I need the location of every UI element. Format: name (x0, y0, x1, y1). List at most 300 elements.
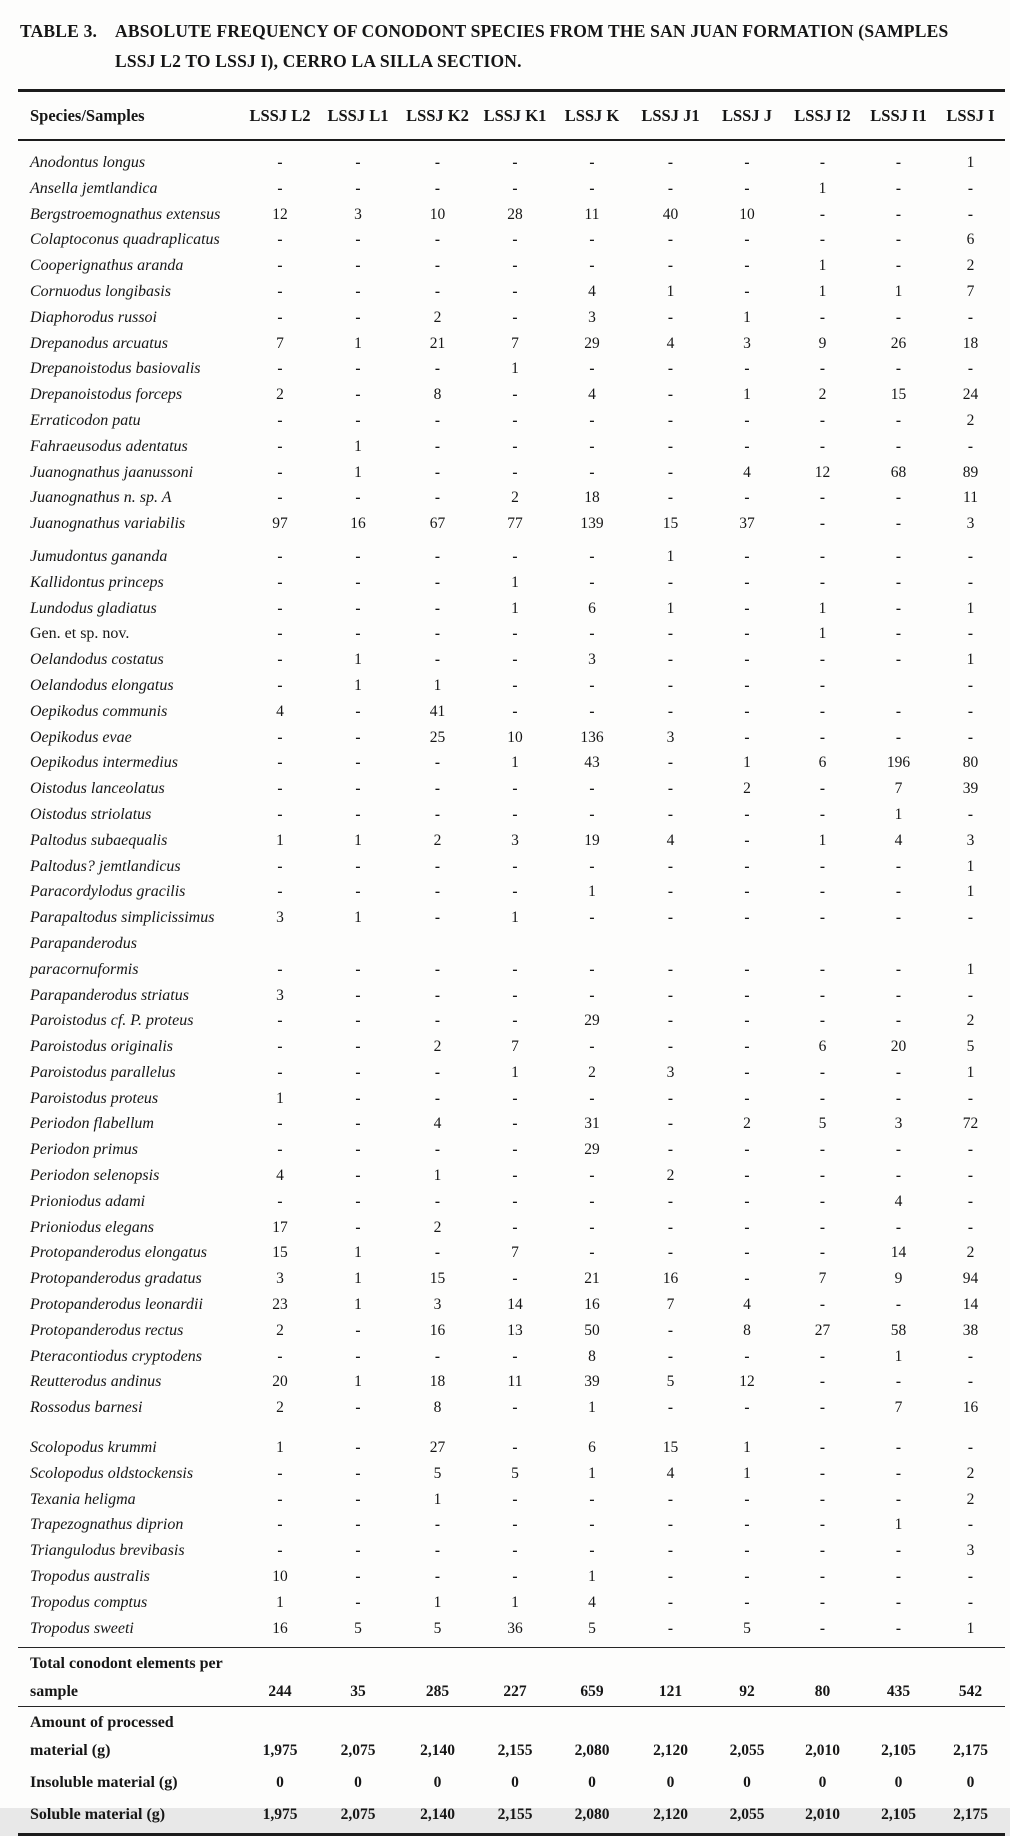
count-cell: 2 (511, 489, 519, 507)
count-cell: 10 (429, 205, 446, 223)
summary-value-cell: 0 (894, 1774, 903, 1792)
count-cell: 29 (584, 334, 600, 352)
count-cell: 2 (276, 386, 284, 404)
count-cell: 7 (511, 1038, 519, 1056)
species-name: Juanognathus jaanussoni (30, 463, 194, 481)
count-cell: 4 (666, 1464, 675, 1482)
count-cell: - (277, 573, 283, 591)
summary-value-cell: 227 (477, 1648, 553, 1707)
count-cell: - (277, 1012, 283, 1030)
count-cell: - (967, 360, 974, 378)
count-cell: - (967, 308, 974, 326)
count-cell: - (355, 1089, 361, 1107)
species-name: Drepanoistodus basiovalis (30, 360, 201, 378)
species-name: Periodon selenopsis (30, 1167, 160, 1185)
count-cell: 15 (890, 386, 907, 404)
count-cell: 4 (666, 334, 675, 352)
count-cell: - (589, 257, 595, 275)
count-cell: - (744, 1038, 750, 1056)
species-name: Parapaltodus simplicissimus (30, 909, 215, 927)
species-row (18, 1163, 1005, 1189)
count-cell: - (355, 754, 361, 772)
count-cell: 1 (588, 883, 596, 901)
count-cell: - (744, 1399, 750, 1417)
count-cell: - (667, 360, 674, 378)
count-cell: 3 (588, 308, 596, 326)
header-sample-lssj-k: LSSJ K (553, 91, 631, 141)
count-cell: - (512, 154, 518, 171)
count-cell: - (277, 754, 283, 772)
count-cell: - (744, 1218, 750, 1236)
summary-row (18, 1707, 1005, 1766)
count-cell: - (967, 1439, 974, 1457)
summary-value-cell: 1,975 (242, 1707, 318, 1766)
count-cell: 50 (584, 1321, 600, 1339)
count-cell: - (355, 411, 361, 429)
count-cell: - (895, 1593, 902, 1611)
count-cell: - (277, 1464, 283, 1482)
species-name: Fahraeusodus adentatus (30, 437, 188, 455)
count-cell: 136 (580, 728, 604, 746)
count-cell: - (667, 257, 674, 275)
count-cell: - (512, 986, 518, 1004)
count-cell: 1 (894, 282, 903, 300)
count-cell: - (589, 179, 595, 197)
count-cell: - (744, 1063, 750, 1081)
count-cell: - (434, 1192, 441, 1210)
count-cell: - (895, 986, 902, 1004)
species-name: Paroistodus cf. P. proteus (30, 1012, 194, 1030)
count-cell: 21 (584, 1270, 600, 1288)
species-row (18, 699, 1005, 725)
species-name: Reutterodus andinus (30, 1373, 162, 1391)
species-name: Oelandodus costatus (30, 651, 164, 669)
summary-value-cell: 2,105 (881, 1806, 916, 1824)
count-cell: 1 (354, 1270, 362, 1288)
count-cell: - (277, 547, 283, 565)
count-cell: - (512, 1218, 518, 1236)
count-cell: - (895, 360, 902, 378)
species-name: Cooperignathus aranda (30, 257, 184, 275)
count-cell: - (967, 1192, 974, 1210)
count-cell: 1 (354, 909, 362, 927)
species-name-line: paracornuformis (30, 960, 139, 978)
count-cell: - (744, 1089, 750, 1107)
species-name: Gen. et sp. nov. (30, 625, 130, 643)
count-cell: - (589, 231, 595, 249)
summary-value-cell: 2,175 (936, 1707, 1005, 1766)
count-cell: - (819, 1167, 826, 1185)
count-cell: 1 (588, 1464, 596, 1482)
count-cell: 80 (962, 754, 979, 772)
summary-value-cell: 285 (398, 1648, 477, 1707)
species-name: Periodon flabellum (30, 1115, 154, 1133)
count-cell: - (744, 1516, 750, 1534)
table-caption (20, 16, 996, 76)
summary-row (18, 1765, 1005, 1797)
count-cell: 67 (429, 515, 446, 533)
count-cell: - (667, 909, 674, 927)
count-cell: 14 (962, 1296, 979, 1314)
count-cell: 1 (354, 437, 362, 455)
count-cell: - (744, 728, 750, 746)
count-cell: - (819, 1373, 826, 1391)
count-cell: - (819, 1012, 826, 1030)
count-cell: - (434, 411, 441, 429)
species-row (18, 673, 1005, 699)
count-cell: - (434, 231, 441, 249)
species-row (18, 279, 1005, 305)
count-cell: - (967, 437, 974, 455)
summary-value-cell: 0 (588, 1774, 596, 1792)
count-cell: - (819, 205, 826, 223)
count-cell: - (277, 1141, 283, 1159)
count-cell: - (744, 702, 750, 720)
count-cell: - (819, 411, 826, 429)
count-cell: - (277, 651, 283, 669)
species-row (18, 776, 1005, 802)
count-cell: - (895, 1568, 902, 1586)
count-cell: - (895, 960, 902, 978)
count-cell: 3 (666, 1063, 675, 1081)
species-row (18, 879, 1005, 905)
count-cell: - (589, 960, 595, 978)
species-rows (18, 140, 1005, 1648)
count-cell: 196 (886, 754, 911, 772)
summary-value-cell: 2,075 (340, 1806, 376, 1824)
count-cell: - (355, 1593, 361, 1611)
count-cell: - (819, 960, 826, 978)
count-cell: 6 (818, 754, 827, 772)
species-row (18, 1461, 1005, 1487)
count-cell: - (819, 231, 826, 249)
count-cell: 2 (743, 780, 751, 798)
count-cell: 1 (743, 754, 751, 772)
count-cell: 1 (511, 1593, 519, 1611)
species-name: Paroistodus proteus (30, 1089, 159, 1107)
count-cell: - (434, 986, 441, 1004)
count-cell: 2 (276, 1399, 284, 1417)
count-cell: - (967, 205, 974, 223)
count-cell: 1 (433, 1593, 442, 1611)
count-cell: - (512, 282, 518, 300)
count-cell: - (744, 437, 750, 455)
count-cell: 8 (433, 1399, 442, 1417)
count-cell: - (667, 1218, 674, 1236)
count-cell: 18 (962, 334, 979, 352)
count-cell: 4 (894, 1192, 903, 1210)
count-cell: - (819, 1063, 826, 1081)
count-cell: - (744, 411, 750, 429)
count-cell: 4 (743, 1296, 751, 1314)
count-cell: - (355, 489, 361, 507)
count-cell: 1 (511, 573, 519, 591)
count-cell: - (512, 857, 518, 875)
species-name: Oistodus lanceolatus (30, 780, 165, 798)
count-cell: - (819, 308, 826, 326)
species-row (18, 725, 1005, 751)
count-cell: - (744, 257, 750, 275)
count-cell: 3 (276, 986, 284, 1004)
count-cell: 1 (818, 625, 827, 643)
count-cell: 1 (666, 599, 675, 617)
count-cell: 7 (276, 334, 284, 352)
summary-value-cell: 2,080 (553, 1707, 631, 1766)
count-cell: 1 (354, 831, 362, 849)
count-cell: - (667, 1542, 674, 1560)
count-cell: - (277, 728, 283, 746)
count-cell: - (512, 651, 518, 669)
count-cell: 4 (588, 1593, 596, 1611)
count-cell: - (667, 154, 674, 171)
count-cell: - (819, 857, 826, 875)
count-cell: - (895, 257, 902, 275)
species-name: Paroistodus parallelus (30, 1063, 176, 1081)
count-cell: 1 (966, 154, 975, 171)
count-cell: - (355, 257, 361, 275)
count-cell: - (819, 154, 826, 171)
count-cell: - (355, 1516, 361, 1534)
count-cell: 24 (962, 386, 979, 404)
species-row (18, 1318, 1005, 1344)
summary-value-cell: 2,010 (805, 1806, 840, 1824)
species-name: Pteracontiodus cryptodens (30, 1347, 202, 1365)
count-cell: - (667, 857, 674, 875)
table-caption-line1: ABSOLUTE FREQUENCY OF CONODONT SPECIES FROM THE SAN JUAN FORMATION (SAMPLES (115, 21, 949, 41)
count-cell: 15 (662, 1439, 679, 1457)
count-cell: - (277, 857, 283, 875)
count-cell: - (277, 1063, 283, 1081)
count-cell: - (355, 1192, 361, 1210)
count-cell: 16 (272, 1619, 288, 1637)
species-row (18, 854, 1005, 880)
summary-value-cell: 244 (242, 1648, 318, 1707)
count-cell: - (819, 489, 826, 507)
count-cell: - (895, 179, 902, 197)
count-cell: 94 (962, 1270, 979, 1288)
count-cell: 4 (743, 463, 751, 481)
count-cell: - (819, 547, 826, 565)
count-cell: - (667, 1012, 674, 1030)
count-cell: 39 (584, 1373, 600, 1391)
count-cell: - (512, 1089, 518, 1107)
summary-label (18, 1707, 242, 1766)
count-cell: - (355, 1464, 361, 1482)
count-cell: - (277, 360, 283, 378)
count-cell: - (744, 909, 750, 927)
count-cell: 7 (894, 1399, 903, 1417)
count-cell: 15 (662, 515, 679, 533)
count-cell: 3 (894, 1115, 903, 1133)
species-name: Protopanderodus leonardii (30, 1296, 203, 1314)
count-cell: 3 (276, 1270, 284, 1288)
count-cell: 4 (588, 282, 596, 300)
count-cell: - (277, 154, 283, 171)
count-cell: 37 (739, 515, 755, 533)
count-cell: - (512, 625, 518, 643)
count-cell: - (512, 1192, 518, 1210)
species-row (18, 1240, 1005, 1266)
count-cell: - (819, 515, 826, 533)
species-name: Cornuodus longibasis (30, 282, 171, 300)
count-cell: 11 (584, 205, 600, 223)
count-cell: - (744, 1347, 750, 1365)
count-cell: - (744, 154, 750, 171)
count-cell: - (819, 986, 826, 1004)
count-cell: - (277, 1542, 283, 1560)
count-cell: - (895, 154, 902, 171)
summary-label-line: Insoluble material (g) (30, 1774, 178, 1792)
count-cell: - (967, 1141, 974, 1159)
count-cell: - (512, 1270, 518, 1288)
count-cell: 41 (429, 702, 446, 720)
summary-label-line: material (g) (30, 1742, 111, 1760)
count-cell: - (512, 437, 518, 455)
count-cell: - (967, 728, 974, 746)
count-cell: 1 (966, 651, 975, 669)
count-cell: - (819, 780, 826, 798)
summary-label (18, 1797, 242, 1835)
count-cell: 1 (894, 805, 903, 823)
count-cell: 89 (962, 463, 979, 481)
count-cell: 72 (962, 1115, 979, 1133)
count-cell: - (434, 1542, 441, 1560)
count-cell: 20 (272, 1373, 288, 1391)
count-cell: 3 (666, 728, 675, 746)
count-cell: 1 (743, 1439, 751, 1457)
count-cell: - (589, 437, 595, 455)
count-cell: - (967, 573, 974, 591)
species-name: Scolopodus oldstockensis (30, 1464, 194, 1482)
count-cell: - (967, 1167, 974, 1185)
table-header-row (18, 91, 1005, 141)
count-cell: - (434, 1063, 441, 1081)
count-cell: - (355, 179, 361, 197)
species-name: Oepikodus evae (30, 728, 132, 746)
summary-value-cell: 0 (276, 1774, 284, 1792)
count-cell: - (434, 960, 441, 978)
summary-value-cell: 0 (433, 1774, 442, 1792)
count-cell: - (589, 1542, 595, 1560)
count-cell: - (589, 1516, 595, 1534)
count-cell: - (895, 1373, 902, 1391)
count-cell: - (355, 625, 361, 643)
count-cell: 1 (818, 599, 827, 617)
count-cell: - (667, 883, 674, 901)
species-name: Prioniodus elegans (30, 1218, 154, 1236)
count-cell: - (434, 547, 441, 565)
count-cell: - (819, 1542, 826, 1560)
count-cell: - (967, 547, 974, 565)
species-row (18, 983, 1005, 1009)
count-cell: - (277, 437, 283, 455)
species-row (18, 1086, 1005, 1112)
count-cell: - (819, 909, 826, 927)
species-name: Paltodus subaequalis (30, 831, 168, 849)
count-cell: 7 (666, 1296, 675, 1314)
count-cell: 16 (584, 1296, 600, 1314)
count-cell: - (355, 1115, 361, 1133)
species-name-line: Parapanderodus (30, 934, 137, 952)
count-cell: - (819, 573, 826, 591)
count-cell: - (744, 1593, 750, 1611)
count-cell: - (744, 1141, 750, 1159)
count-cell: - (434, 257, 441, 275)
count-cell: - (355, 1218, 361, 1236)
count-cell: - (277, 1347, 283, 1365)
count-cell: - (355, 857, 361, 875)
summary-row (18, 1648, 1005, 1707)
count-cell: 15 (429, 1270, 446, 1288)
species-name: Bergstroemognathus extensus (30, 205, 221, 223)
count-cell: - (667, 702, 674, 720)
count-cell: - (667, 1593, 674, 1611)
summary-value-cell: 435 (861, 1648, 936, 1707)
count-cell: - (355, 1399, 361, 1417)
species-name: Protopanderodus elongatus (30, 1244, 208, 1262)
count-cell: - (355, 1347, 361, 1365)
count-cell: - (967, 702, 974, 720)
count-cell: - (967, 1593, 974, 1611)
species-row (18, 802, 1005, 828)
count-cell: 1 (818, 179, 827, 197)
count-cell: - (895, 599, 902, 617)
count-cell: 1 (743, 308, 751, 326)
frequency-table (18, 89, 1005, 1836)
count-cell: 21 (429, 334, 446, 352)
count-cell: - (667, 625, 674, 643)
summary-value-cell: 2,140 (398, 1707, 477, 1766)
count-cell: 1 (511, 360, 519, 378)
species-name (18, 931, 242, 983)
count-cell: 1 (818, 282, 827, 300)
count-cell: 6 (588, 1439, 596, 1457)
count-cell: 2 (588, 1063, 596, 1081)
count-cell: 2 (966, 1464, 975, 1482)
count-cell: - (895, 728, 902, 746)
count-cell: - (434, 154, 441, 171)
count-cell: - (667, 1089, 674, 1107)
count-cell: 1 (511, 754, 519, 772)
count-cell: - (744, 282, 750, 300)
summary-label-line: Soluble material (g) (30, 1806, 166, 1824)
count-cell: - (277, 1115, 283, 1133)
summary-label (18, 1765, 242, 1797)
species-row (18, 1034, 1005, 1060)
count-cell: - (512, 231, 518, 249)
species-name: Drepanodus arcuatus (30, 334, 168, 352)
header-sample-lssj-l1: LSSJ L1 (318, 91, 398, 141)
count-cell: - (589, 1089, 595, 1107)
count-cell: 17 (272, 1218, 288, 1236)
count-cell: - (355, 1490, 361, 1508)
species-name: Jumudontus gananda (30, 547, 168, 565)
header-sample-lssj-i1: LSSJ I1 (861, 91, 936, 141)
count-cell: 8 (588, 1347, 596, 1365)
count-cell: - (895, 489, 902, 507)
count-cell: - (819, 702, 826, 720)
count-cell: 2 (276, 1321, 284, 1339)
count-cell: - (355, 1542, 361, 1560)
count-cell: - (355, 960, 361, 978)
count-cell: 1 (894, 1347, 903, 1365)
count-cell: 14 (890, 1244, 907, 1262)
summary-value-cell: 2,010 (784, 1707, 861, 1766)
count-cell: - (512, 1490, 518, 1508)
count-cell: - (355, 780, 361, 798)
species-name: Diaphorodus russoi (30, 308, 157, 326)
species-name: Parapanderodus striatus (30, 986, 189, 1004)
